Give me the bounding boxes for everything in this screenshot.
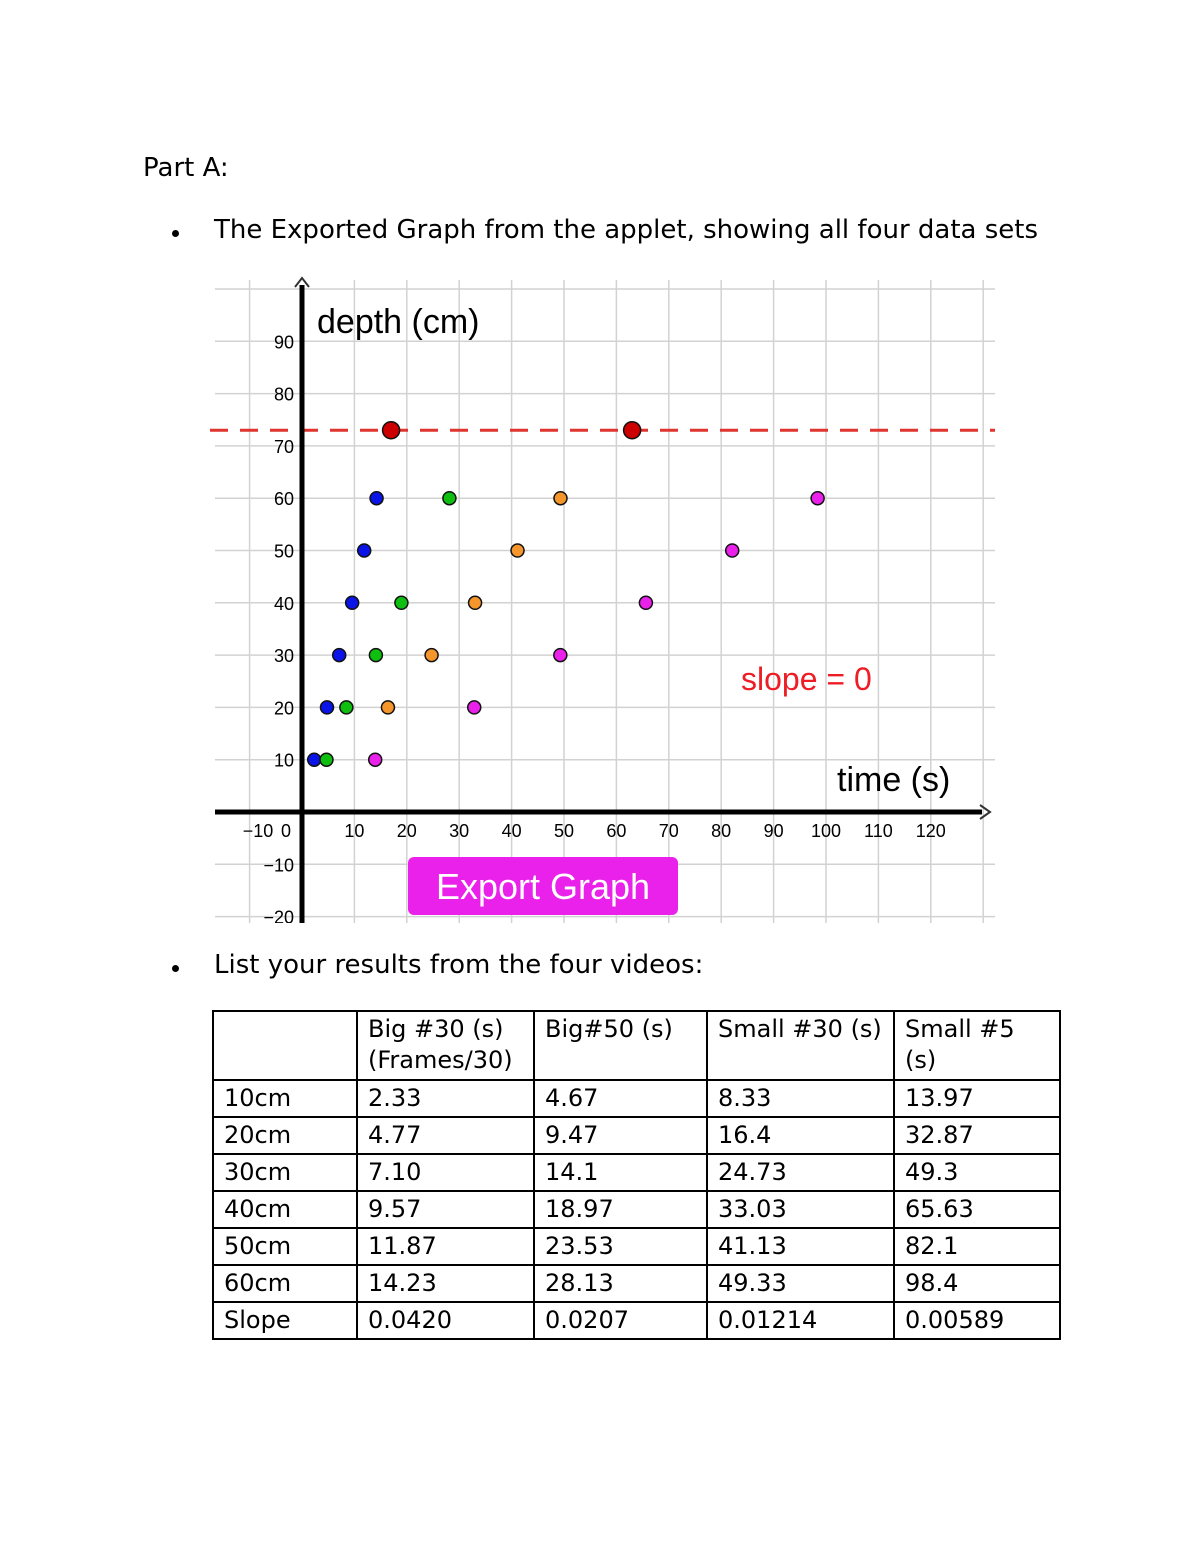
table-cell: 2.33 (357, 1080, 534, 1117)
table-cell: 20cm (213, 1117, 357, 1154)
table-cell: 4.67 (534, 1080, 707, 1117)
table-cell: Slope (213, 1302, 357, 1339)
x-tick-label: 60 (606, 821, 627, 841)
x-tick-label: 10 (344, 821, 365, 841)
table-cell: 98.4 (894, 1265, 1060, 1302)
data-point (395, 596, 408, 609)
table-row (213, 1302, 1060, 1339)
table-cell: 60cm (213, 1265, 357, 1302)
data-point (726, 544, 739, 557)
table-row (213, 1228, 1060, 1265)
table-row (213, 1080, 1060, 1117)
y-tick-label: 80 (273, 384, 294, 405)
table-cell: 0.00589 (894, 1302, 1060, 1339)
data-point (340, 701, 353, 714)
table-row (213, 1265, 1060, 1302)
table-cell: 33.03 (707, 1191, 894, 1228)
table-cell: 30cm (213, 1154, 357, 1191)
table-cell: 0.0207 (534, 1302, 707, 1339)
table-cell: 49.33 (707, 1265, 894, 1302)
table-cell: 82.1 (894, 1228, 1060, 1265)
data-point (369, 649, 382, 662)
x-tick-label: −10 (242, 821, 274, 841)
header-cell (213, 1011, 357, 1080)
table-cell: 7.10 (357, 1154, 534, 1191)
data-point (554, 492, 567, 505)
y-tick-label: −10 (263, 855, 294, 876)
y-tick-label: 90 (273, 332, 294, 353)
table-cell: 32.87 (894, 1117, 1060, 1154)
data-point (320, 753, 333, 766)
x-tick-label: 30 (449, 821, 470, 841)
data-point (333, 649, 346, 662)
table-cell: 65.63 (894, 1191, 1060, 1228)
data-point (469, 596, 482, 609)
table-cell: 14.1 (534, 1154, 707, 1191)
table-cell: 0.0420 (357, 1302, 534, 1339)
table-cell: 41.13 (707, 1228, 894, 1265)
table-cell: 14.23 (357, 1265, 534, 1302)
results-table (212, 1010, 1061, 1340)
data-point (320, 701, 333, 714)
data-point (511, 544, 524, 557)
table-cell: 4.77 (357, 1117, 534, 1154)
header-cell: Small #5 (s) (894, 1011, 1060, 1080)
header-cell: Big #30 (s) (Frames/30) (357, 1011, 534, 1080)
data-point (308, 753, 321, 766)
x-tick-label: 100 (810, 821, 842, 841)
y-tick-label: 60 (273, 489, 294, 510)
y-tick-label: 70 (273, 436, 294, 457)
header-cell: Small #30 (s) (707, 1011, 894, 1080)
table-cell: 40cm (213, 1191, 357, 1228)
slope-annotation: slope = 0 (741, 661, 872, 697)
x-tick-label: 70 (658, 821, 679, 841)
data-point (370, 492, 383, 505)
reference-point (624, 422, 641, 439)
y-tick-label: 50 (273, 541, 294, 562)
table-cell: 18.97 (534, 1191, 707, 1228)
table-cell: 13.97 (894, 1080, 1060, 1117)
table-cell: 24.73 (707, 1154, 894, 1191)
table-caption: List your results from the four videos: (214, 950, 704, 980)
graph-caption: The Exported Graph from the applet, showing all four data sets (214, 215, 1039, 245)
y-tick-label: 30 (273, 646, 294, 667)
depth-time-graph (210, 275, 995, 923)
x-tick-label: 20 (396, 821, 417, 841)
data-point (346, 596, 359, 609)
table-cell: 9.57 (357, 1191, 534, 1228)
table-cell: 28.13 (534, 1265, 707, 1302)
y-tick-label: −20 (263, 907, 294, 923)
table-cell: 23.53 (534, 1228, 707, 1265)
bullet-icon (172, 230, 179, 237)
export-graph-label: Export Graph (435, 866, 651, 907)
table-row (213, 1191, 1060, 1228)
table-row (213, 1117, 1060, 1154)
data-point (369, 753, 382, 766)
table-cell: 0.01214 (707, 1302, 894, 1339)
y-tick-label: 20 (273, 698, 294, 719)
data-point (468, 701, 481, 714)
origin-label: 0 (280, 821, 292, 841)
section-heading: Part A: (143, 153, 229, 183)
table-header-row (213, 1011, 1060, 1080)
table-cell: 8.33 (707, 1080, 894, 1117)
table-cell: 11.87 (357, 1228, 534, 1265)
y-tick-label: 40 (273, 593, 294, 614)
table-cell: 10cm (213, 1080, 357, 1117)
x-tick-label: 90 (763, 821, 784, 841)
table-cell: 16.4 (707, 1117, 894, 1154)
x-tick-label: 120 (915, 821, 946, 841)
y-tick-label: 10 (273, 750, 294, 771)
x-tick-label: 80 (711, 821, 732, 841)
table-cell: 50cm (213, 1228, 357, 1265)
bullet-icon (172, 965, 179, 972)
x-tick-label: 40 (501, 821, 522, 841)
table-cell: 9.47 (534, 1117, 707, 1154)
data-point (425, 649, 438, 662)
x-axis-label: time (s) (837, 761, 951, 799)
header-cell: Big#50 (s) (534, 1011, 707, 1080)
data-point (443, 492, 456, 505)
export-graph-button[interactable] (408, 857, 678, 915)
x-tick-label: 110 (864, 821, 893, 841)
data-point (554, 649, 567, 662)
data-point (811, 492, 824, 505)
data-point (358, 544, 371, 557)
data-point (381, 701, 394, 714)
data-point (639, 596, 652, 609)
table-cell: 49.3 (894, 1154, 1060, 1191)
reference-point (383, 422, 400, 439)
table-row (213, 1154, 1060, 1191)
x-tick-label: 50 (553, 821, 575, 841)
y-axis-label: depth (cm) (317, 303, 480, 341)
